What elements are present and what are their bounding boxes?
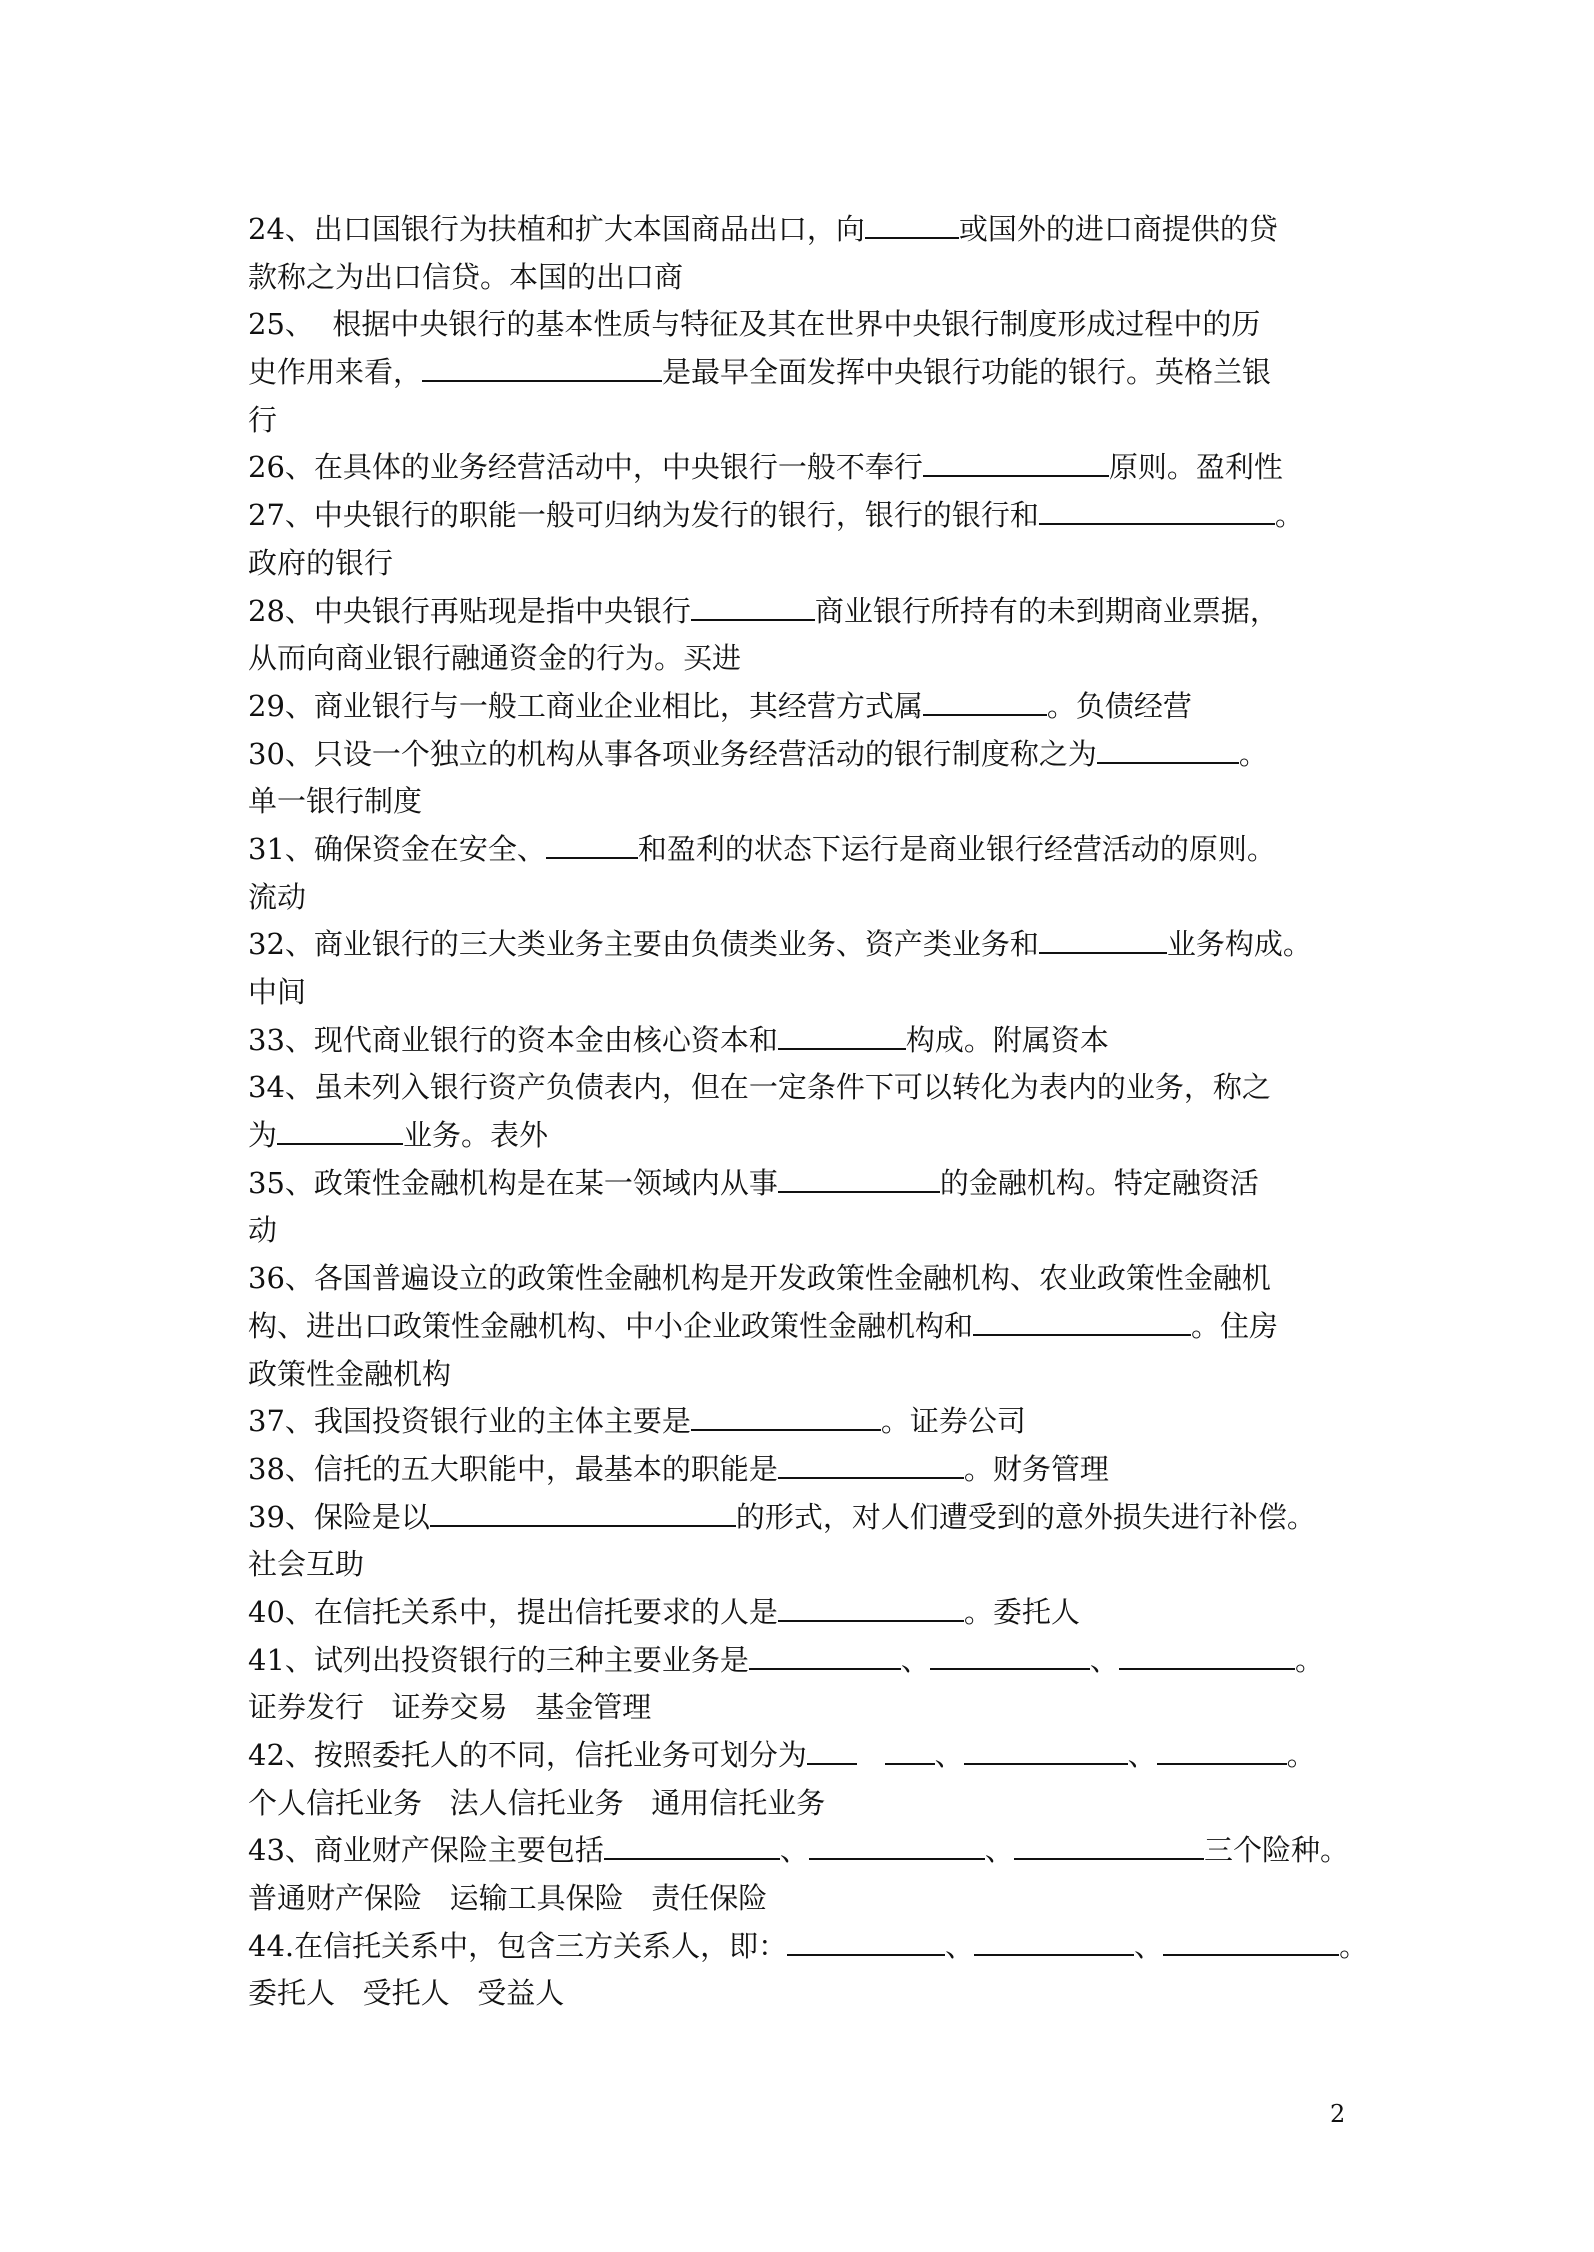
line-text: 史作用来看， <box>248 355 423 390</box>
line-text: 、 <box>934 1738 964 1772</box>
text-line <box>248 1494 1348 1542</box>
text-line <box>248 1684 1348 1732</box>
line-text: 、 <box>1134 1928 1164 1963</box>
line-text: 和盈利的状态下运行是商业银行经营活动的原则。 <box>637 831 1276 866</box>
line-text: 单一银行制度 <box>248 784 423 819</box>
line-text: 25、 根据中央银行的基本性质与特征及其在世界中央银行制度形成过程中的历 <box>248 307 1261 342</box>
line-text: 构、进出口政策性金融机构、中小企业政策性金融机构和 <box>248 1308 974 1343</box>
line-text: 业务。表外 <box>403 1118 549 1153</box>
fill-in-blank <box>923 445 1109 477</box>
fill-in-blank <box>1014 1828 1204 1860</box>
line-text: 的金融机构。特定融资活 <box>939 1165 1259 1200</box>
fill-in-blank <box>778 1018 906 1050</box>
line-text: 。 <box>1294 1642 1324 1677</box>
page-number: 2 <box>1330 2100 1346 2128</box>
text-line <box>248 397 1348 445</box>
text-line <box>248 1780 1348 1828</box>
line-text: 业务构成。 <box>1166 927 1312 962</box>
text-line <box>248 1827 1348 1875</box>
text-line <box>248 1017 1348 1065</box>
text-line <box>248 492 1348 540</box>
line-text: 40、在信托关系中，提出信托要求的人是 <box>248 1594 778 1629</box>
text-line <box>248 1303 1348 1351</box>
fill-in-blank <box>277 1113 403 1145</box>
fill-in-blank <box>778 1161 940 1193</box>
fill-in-blank <box>546 827 638 859</box>
fill-in-blank <box>604 1828 780 1860</box>
line-text: 。 <box>1238 736 1268 771</box>
line-text: 43、商业财产保险主要包括 <box>248 1833 604 1868</box>
line-text: 构成。附属资本 <box>905 1022 1109 1057</box>
line-text: 28、中央银行再贴现是指中央银行 <box>248 593 691 628</box>
text-line <box>248 1875 1348 1923</box>
line-text: 31、确保资金在安全、 <box>248 831 546 866</box>
text-line <box>248 444 1348 492</box>
fill-in-blank <box>749 1638 901 1670</box>
text-line <box>248 349 1348 397</box>
line-text: 三个险种。 <box>1203 1833 1349 1868</box>
fill-in-blank <box>964 1733 1128 1765</box>
fill-in-blank <box>974 1924 1134 1956</box>
line-text: 38、信托的五大职能中，最基本的职能是 <box>248 1451 778 1486</box>
line-text: 社会互助 <box>248 1547 365 1582</box>
line-text: 、 <box>779 1833 809 1868</box>
line-text: 30、只设一个独立的机构从事各项业务经营活动的银行制度称之为 <box>248 736 1097 771</box>
fill-in-blank <box>778 1590 964 1622</box>
fill-in-blank <box>691 589 815 621</box>
fill-in-blank <box>807 1733 857 1765</box>
line-text: 。 <box>1286 1738 1316 1772</box>
line-text: 。负债经营 <box>1046 688 1192 723</box>
line-text: 39、保险是以 <box>248 1499 430 1534</box>
text-line <box>248 1970 1348 2018</box>
text-line <box>248 540 1348 588</box>
line-text: 、 <box>945 1928 975 1963</box>
line-text: 证券发行 证券交易 基金管理 <box>248 1690 652 1725</box>
text-line <box>248 1112 1348 1160</box>
line-text: 。财务管理 <box>963 1451 1109 1486</box>
text-line <box>248 683 1348 731</box>
line-text: 为 <box>248 1118 278 1153</box>
fill-in-blank <box>885 1733 935 1765</box>
line-text: 32、商业银行的三大类业务主要由负债类业务、资产类业务和 <box>248 927 1039 962</box>
text-line <box>248 635 1348 683</box>
text-line <box>248 254 1348 302</box>
fill-in-blank <box>973 1304 1191 1336</box>
line-text: 政府的银行 <box>248 545 394 580</box>
fill-in-blank <box>1119 1638 1295 1670</box>
text-line <box>248 588 1348 636</box>
line-text: 从而向商业银行融通资金的行为。买进 <box>248 641 742 676</box>
line-text: 商业银行所持有的未到期商业票据， <box>814 593 1279 628</box>
fill-in-blank <box>1039 922 1167 954</box>
line-text: 41、试列出投资银行的三种主要业务是 <box>248 1642 749 1677</box>
text-line <box>248 206 1348 254</box>
line-text: 、 <box>984 1833 1014 1868</box>
line-text: 44.在信托关系中，包含三方关系人，即： <box>248 1928 788 1963</box>
line-text: 36、各国普遍设立的政策性金融机构是开发政策性金融机构、农业政策性金融机 <box>248 1261 1271 1296</box>
line-text: 、 <box>900 1642 930 1677</box>
line-text: 个人信托业务 法人信托业务 通用信托业务 <box>248 1785 826 1820</box>
line-text: 是最早全面发挥中央银行功能的银行。英格兰银 <box>662 355 1272 390</box>
line-text <box>857 1738 885 1772</box>
text-line <box>248 778 1348 826</box>
line-text: 流动 <box>248 879 307 914</box>
line-text: 37、我国投资银行业的主体主要是 <box>248 1404 691 1439</box>
line-text: 原则。盈利性 <box>1108 450 1283 485</box>
fill-in-blank <box>1163 1924 1339 1956</box>
fill-in-blank <box>430 1495 736 1527</box>
fill-in-blank <box>787 1924 945 1956</box>
text-line <box>248 1351 1348 1399</box>
text-line <box>248 969 1348 1017</box>
text-line <box>248 1064 1348 1112</box>
line-text: 33、现代商业银行的资本金由核心资本和 <box>248 1022 778 1057</box>
line-text: 。 <box>1339 1928 1369 1963</box>
line-text: 政策性金融机构 <box>248 1356 452 1391</box>
line-text: 34、虽未列入银行资产负债表内，但在一定条件下可以转化为表内的业务，称之 <box>248 1070 1271 1105</box>
line-text: 、 <box>1089 1642 1119 1677</box>
line-text: 。 <box>1274 498 1304 533</box>
text-line <box>248 1732 1348 1780</box>
fill-in-blank <box>422 350 662 382</box>
text-line <box>248 921 1348 969</box>
fill-in-blank <box>691 1399 881 1431</box>
text-line <box>248 301 1348 349</box>
text-line <box>248 1589 1348 1637</box>
line-text: 委托人 受托人 受益人 <box>248 1976 565 2011</box>
line-text: 款称之为出口信贷。本国的出口商 <box>248 259 684 294</box>
text-line <box>248 1541 1348 1589</box>
line-text: 行 <box>248 402 278 437</box>
text-line <box>248 1207 1348 1255</box>
fill-in-blank <box>923 684 1047 716</box>
line-text: 35、政策性金融机构是在某一领域内从事 <box>248 1165 778 1200</box>
text-line <box>248 1446 1348 1494</box>
line-text: 。证券公司 <box>880 1404 1026 1439</box>
fill-in-blank <box>865 207 959 239</box>
line-text: 42、按照委托人的不同，信托业务可划分为 <box>248 1738 807 1772</box>
fill-in-blank <box>1157 1733 1287 1765</box>
line-text: 26、在具体的业务经营活动中，中央银行一般不奉行 <box>248 450 923 485</box>
line-text: 中间 <box>248 975 307 1009</box>
line-text: 。委托人 <box>963 1594 1080 1629</box>
line-text: 的形式，对人们遭受到的意外损失进行补偿。 <box>735 1499 1316 1534</box>
text-line <box>248 1255 1348 1303</box>
line-text: 24、出口国银行为扶植和扩大本国商品出口，向 <box>248 212 865 246</box>
text-line <box>248 1160 1348 1208</box>
fill-in-blank <box>1097 732 1239 764</box>
text-line <box>248 1923 1369 1971</box>
document-body <box>248 206 1369 2018</box>
line-text: 动 <box>248 1213 278 1248</box>
fill-in-blank <box>1039 493 1275 525</box>
fill-in-blank <box>778 1447 964 1479</box>
line-text: 。住房 <box>1191 1308 1279 1343</box>
fill-in-blank <box>809 1828 985 1860</box>
line-text: 29、商业银行与一般工商业企业相比，其经营方式属 <box>248 688 923 723</box>
line-text: 27、中央银行的职能一般可归纳为发行的银行，银行的银行和 <box>248 498 1039 533</box>
text-line <box>248 1637 1348 1685</box>
line-text: 、 <box>1127 1738 1157 1772</box>
text-line <box>248 826 1348 874</box>
line-text: 普通财产保险 运输工具保险 责任保险 <box>248 1881 768 1916</box>
text-line <box>248 731 1348 779</box>
line-text: 或国外的进口商提供的贷 <box>958 212 1278 246</box>
fill-in-blank <box>930 1638 1090 1670</box>
text-line <box>248 874 1348 922</box>
text-line <box>248 1398 1348 1446</box>
